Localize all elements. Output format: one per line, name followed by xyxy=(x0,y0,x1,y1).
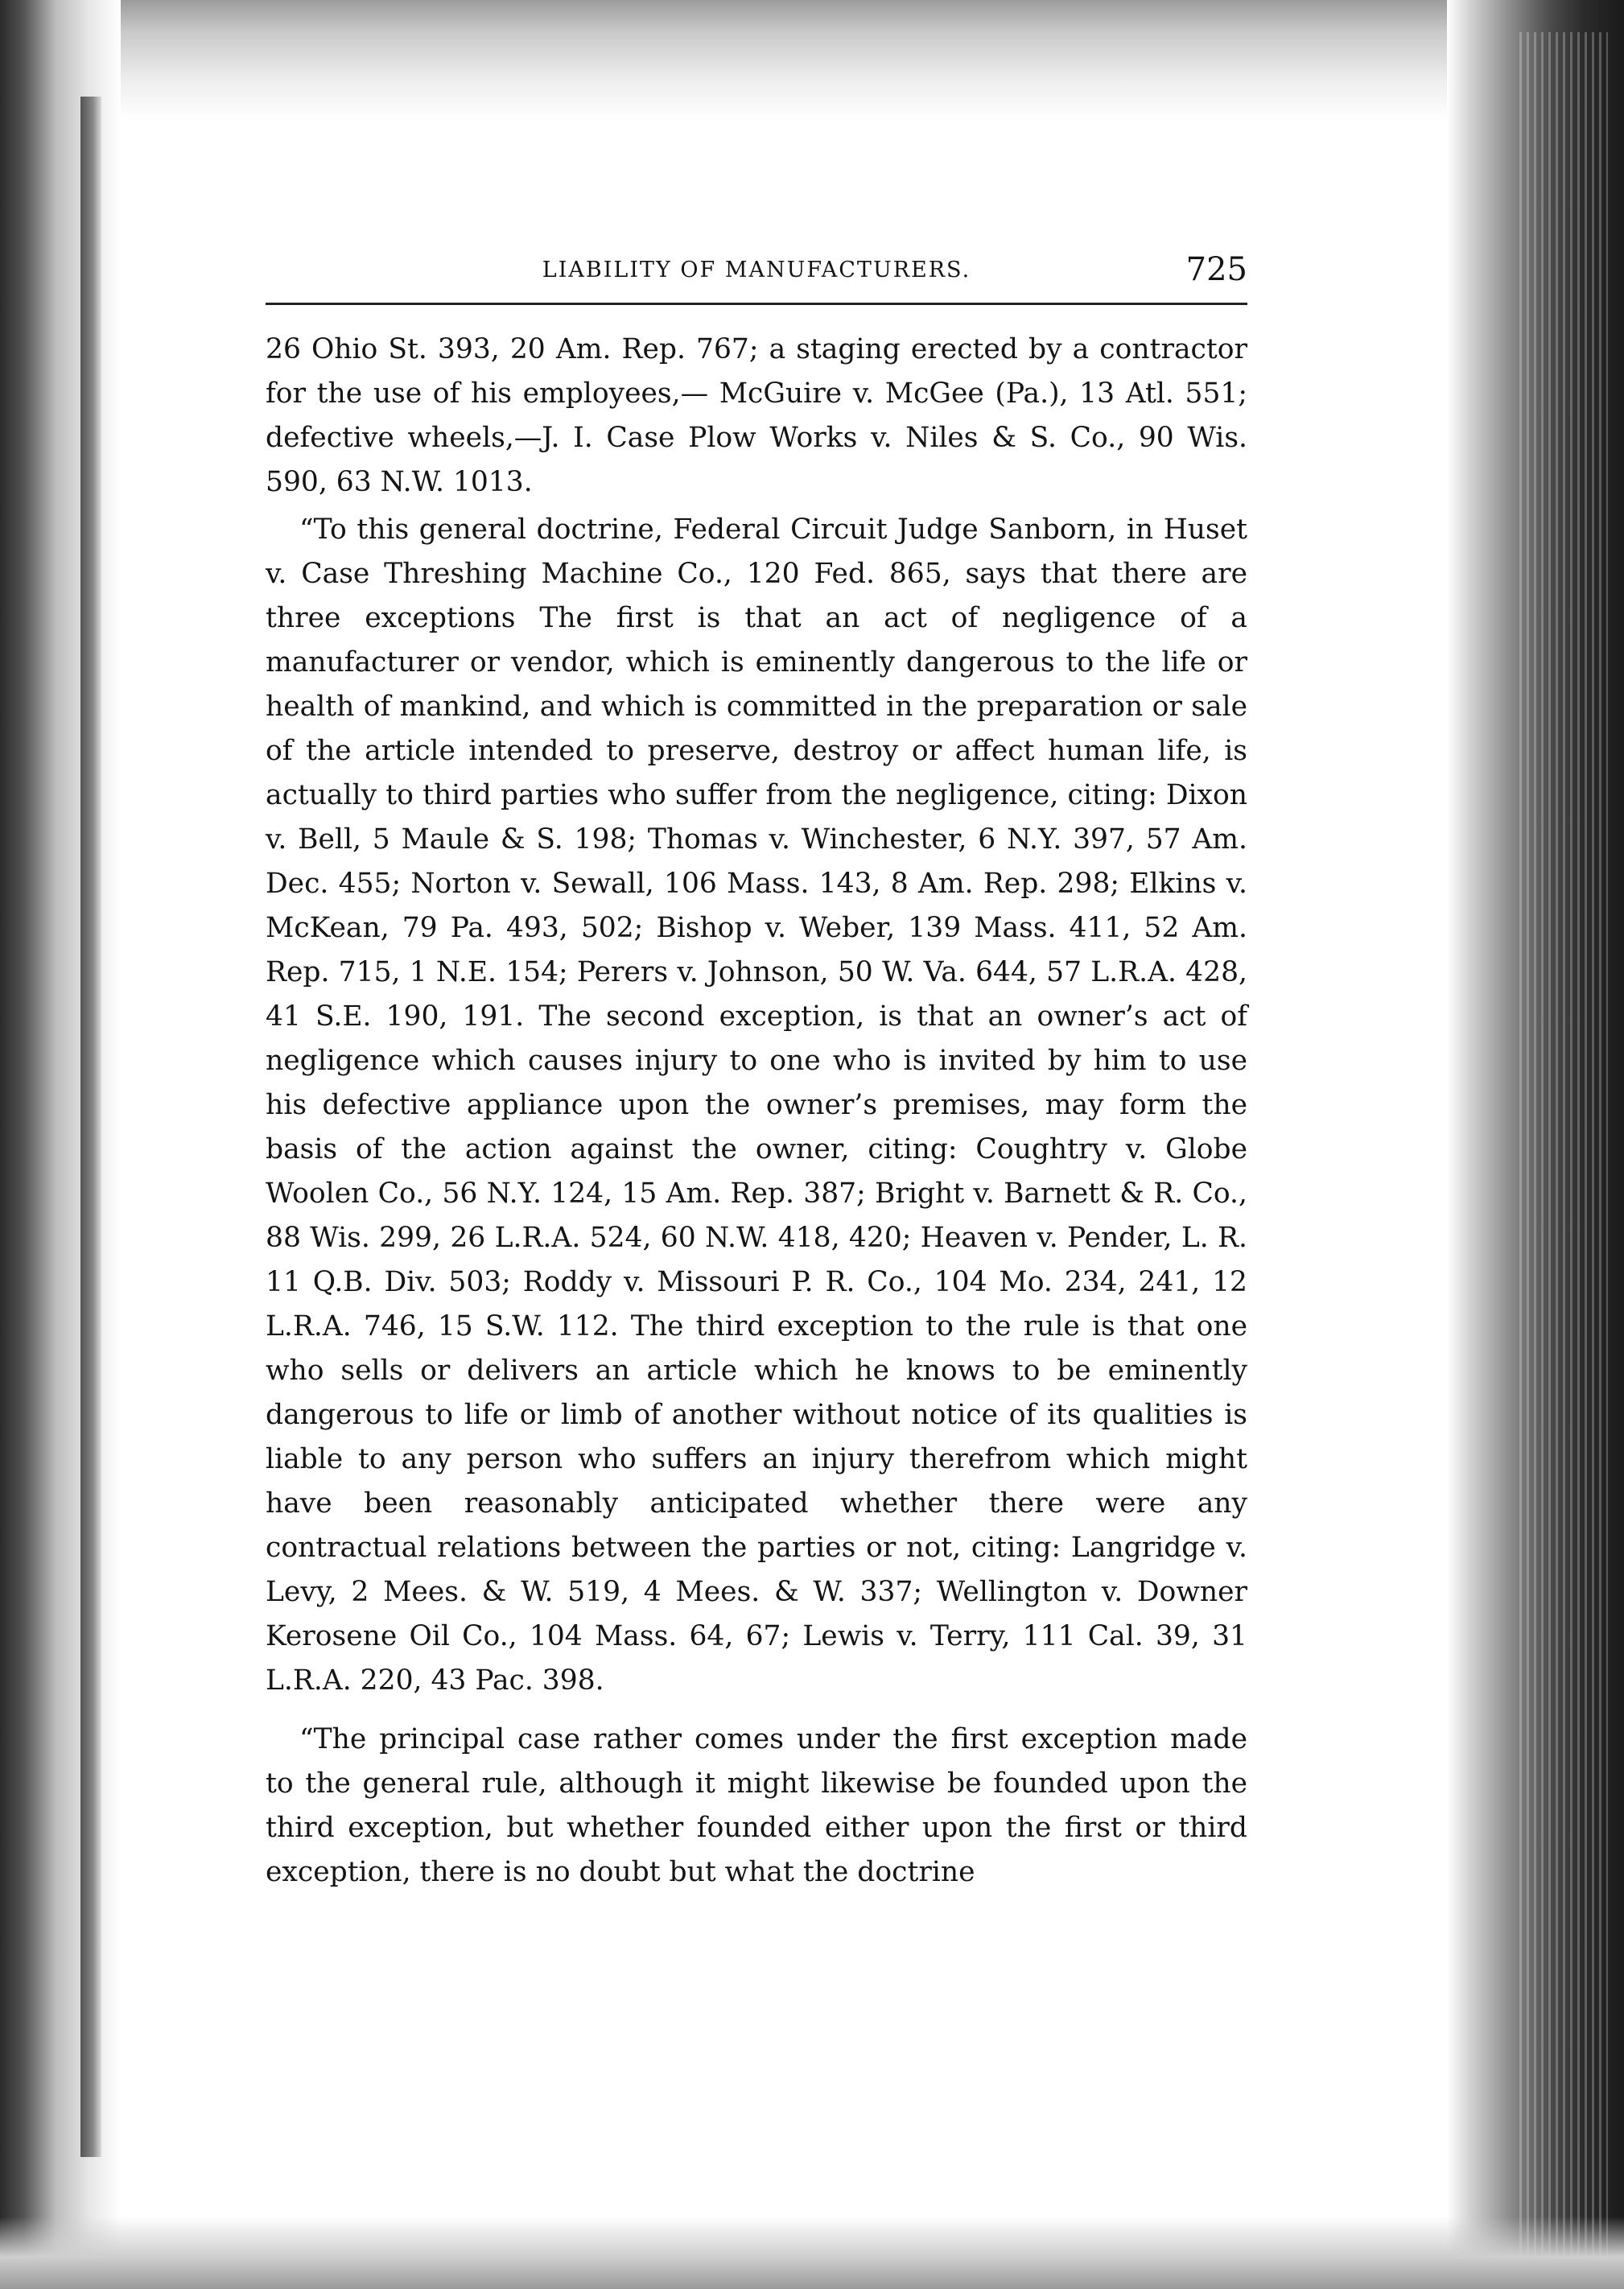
header-rule xyxy=(266,303,1247,305)
paragraph-1: 26 Ohio St. 393, 20 Am. Rep. 767; a staging erected by a contractor for the use of his employees,— McGuire v. McGee (Pa.), 13 Atl. 551; defective wheels,—J. I. Case Plow Works v. Niles & S. Co., 90 Wis. 590, 63 N.W. 1013. xyxy=(266,333,1247,498)
page-number: 725 xyxy=(1185,251,1247,288)
paragraph-2: “To this general doctrine, Federal Circuit Judge Sanborn, in Huset v. Case Threshing Machine Co., 120 Fed. 865, says that there are three exceptions The first is that an act of negligence of a manufacturer or vendor, which is eminently dangerous to the life or health of mankind, and which is committed in the preparation or sale of the article intended to preserve, destroy or affect human life, is actually to third parties who suffer from the negligence, citing: Dixon v. Bell, 5 Maule & S. 198; Thomas v. Winchester, 6 N.Y. 397, 57 Am. Dec. 455; Norton v. Sewall, 106 Mass. 143, 8 Am. Rep. 298; Elkins v. McKean, 79 Pa. 493, 502; Bishop v. Weber, 139 Mass. 411, 52 Am. Rep. 715, 1 N.E. 154; Perers v. Johnson, 50 W. Va. 644, 57 L.R.A. 428, 41 S.E. 190, 191. The second exception, is that an owner’s act of negligence which causes injury to one who is invited by him to use his defective appliance upon the owner’s premises, may form the basis of the action against the owner, citing: Coughtry v. Globe Woolen Co., 56 N.Y. 124, 15 Am. Rep. 387; Bright v. Barnett & R. Co., 88 Wis. 299, 26 L.R.A. 524, 60 N.W. 418, 420; Heaven v. Pender, L. R. 11 Q.B. Div. 503; Roddy v. Missouri P. R. Co., 104 Mo. 234, 241, 12 L.R.A. 746, 15 S.W. 112. The third exception to the rule is that one who sells or delivers an article which he knows to be eminently dangerous to life or limb of another without notice of its qualities is liable to any person who suffers an injury therefrom which might have been reasonably anticipated whether there were any contractual relations between the parties or not, citing: Langridge v. Levy, 2 Mees. & W. 519, 4 Mees. & W. 337; Wellington v. Downer Kerosene Oil Co., 104 Mass. 64, 67; Lewis v. Terry, 111 Cal. 39, 31 L.R.A. 220, 43 Pac. 398. xyxy=(266,513,1247,1697)
scan-shadow-top xyxy=(0,0,1624,121)
scan-shadow-left xyxy=(0,0,121,2289)
running-head xyxy=(266,241,1247,298)
scan-shadow-bottom xyxy=(0,2217,1624,2289)
scan-page-edges-right xyxy=(1519,32,1608,2270)
book-page xyxy=(266,241,1247,1895)
running-title: LIABILITY OF MANUFACTURERS. xyxy=(542,258,971,283)
scan-binding-left xyxy=(80,97,101,2157)
paragraph-3: “The principal case rather comes under the first exception made to the general rule, although it might likewise be founded upon the third exception, but whether founded either upon the first or third exception, there is no doubt but what the doctrine xyxy=(266,1723,1247,1888)
